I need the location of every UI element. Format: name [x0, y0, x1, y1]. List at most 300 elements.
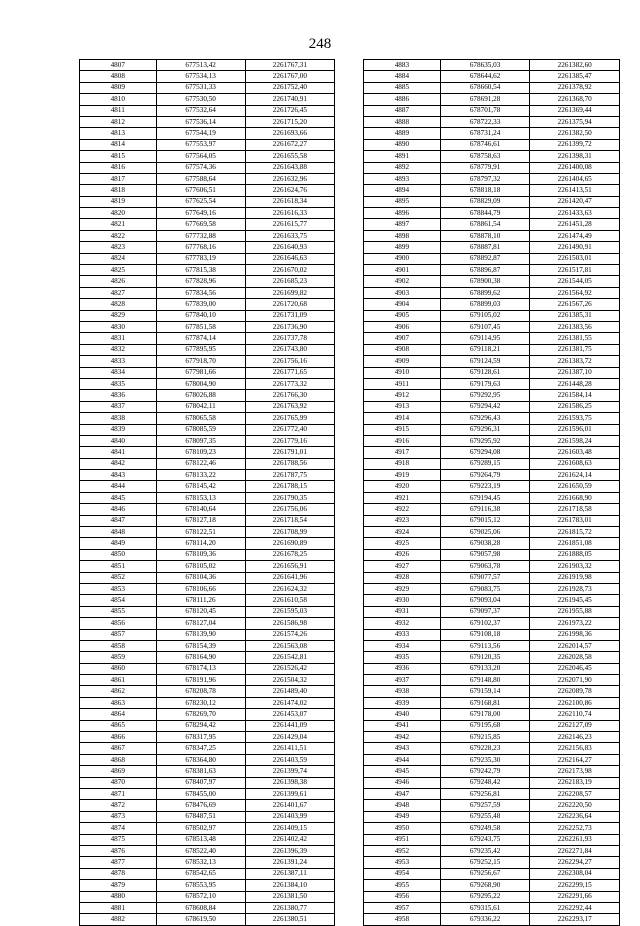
point-number-cell: 4834 — [80, 367, 157, 378]
table-row — [364, 173, 620, 184]
point-number-cell: 4822 — [80, 230, 157, 241]
point-number-cell: 4882 — [80, 914, 157, 925]
x-coordinate-cell: 678829,09 — [440, 196, 530, 207]
x-coordinate-cell: 677574,36 — [156, 162, 245, 173]
y-coordinate-cell: 2261399,61 — [245, 789, 334, 800]
table-row — [364, 356, 620, 367]
table-row — [80, 743, 335, 754]
point-number-cell: 4825 — [80, 265, 157, 276]
point-number-cell: 4833 — [80, 356, 157, 367]
y-coordinate-cell: 2262236,64 — [530, 811, 620, 822]
y-coordinate-cell: 2261736,90 — [245, 321, 334, 332]
y-coordinate-cell: 2261368,70 — [530, 94, 620, 105]
y-coordinate-cell: 2261791,01 — [245, 447, 334, 458]
point-number-cell: 4873 — [80, 811, 157, 822]
table-row — [80, 139, 335, 150]
table-row — [80, 378, 335, 389]
x-coordinate-cell: 679124,59 — [440, 356, 530, 367]
point-number-cell: 4904 — [364, 299, 441, 310]
point-number-cell: 4810 — [80, 94, 157, 105]
table-row — [80, 287, 335, 298]
table-row — [80, 333, 335, 344]
table-row — [364, 424, 620, 435]
page-number: 248 — [308, 36, 332, 52]
x-coordinate-cell: 679295,92 — [440, 435, 530, 446]
x-coordinate-cell: 679097,37 — [440, 606, 530, 617]
x-coordinate-cell: 678899,03 — [440, 299, 530, 310]
table-row — [80, 128, 335, 139]
table-row — [364, 720, 620, 731]
y-coordinate-cell: 2261474,02 — [245, 697, 334, 708]
table-row — [80, 344, 335, 355]
y-coordinate-cell: 2261615,77 — [245, 219, 334, 230]
x-coordinate-cell: 679336,22 — [440, 914, 530, 925]
x-coordinate-cell: 677981,66 — [156, 367, 245, 378]
y-coordinate-cell: 2261451,28 — [530, 219, 620, 230]
x-coordinate-cell: 678127,04 — [156, 618, 245, 629]
x-coordinate-cell: 678513,48 — [156, 834, 245, 845]
point-number-cell: 4830 — [80, 321, 157, 332]
x-coordinate-cell: 679128,61 — [440, 367, 530, 378]
point-number-cell: 4923 — [364, 515, 441, 526]
x-coordinate-cell: 679159,14 — [440, 686, 530, 697]
table-row — [80, 390, 335, 401]
point-number-cell: 4916 — [364, 435, 441, 446]
x-coordinate-cell: 678106,66 — [156, 583, 245, 594]
table-row — [364, 105, 620, 116]
point-number-cell: 4955 — [364, 880, 441, 891]
y-coordinate-cell: 2261381,75 — [530, 344, 620, 355]
point-number-cell: 4846 — [80, 504, 157, 515]
point-number-cell: 4844 — [80, 481, 157, 492]
point-number-cell: 4827 — [80, 287, 157, 298]
x-coordinate-cell: 679120,35 — [440, 652, 530, 663]
point-number-cell: 4875 — [80, 834, 157, 845]
table-row — [80, 413, 335, 424]
x-coordinate-cell: 679168,81 — [440, 697, 530, 708]
y-coordinate-cell: 2261399,74 — [245, 766, 334, 777]
x-coordinate-cell: 677895,95 — [156, 344, 245, 355]
y-coordinate-cell: 2261403,99 — [245, 811, 334, 822]
x-coordinate-cell: 679178,00 — [440, 709, 530, 720]
point-number-cell: 4917 — [364, 447, 441, 458]
point-number-cell: 4911 — [364, 378, 441, 389]
table-row — [364, 94, 620, 105]
y-coordinate-cell: 2262089,78 — [530, 686, 620, 697]
table-row — [364, 60, 620, 71]
x-coordinate-cell: 679248,42 — [440, 777, 530, 788]
table-row — [80, 572, 335, 583]
y-coordinate-cell: 2261928,73 — [530, 583, 620, 594]
x-coordinate-cell: 678522,40 — [156, 845, 245, 856]
table-row — [80, 367, 335, 378]
y-coordinate-cell: 2261945,45 — [530, 595, 620, 606]
point-number-cell: 4837 — [80, 401, 157, 412]
x-coordinate-cell: 679083,75 — [440, 583, 530, 594]
point-number-cell: 4914 — [364, 413, 441, 424]
y-coordinate-cell: 2261489,40 — [245, 686, 334, 697]
point-number-cell: 4859 — [80, 652, 157, 663]
y-coordinate-cell: 2261699,82 — [245, 287, 334, 298]
point-number-cell: 4809 — [80, 82, 157, 93]
x-coordinate-cell: 679242,79 — [440, 766, 530, 777]
table-row — [80, 173, 335, 184]
point-number-cell: 4900 — [364, 253, 441, 264]
x-coordinate-cell: 679215,85 — [440, 732, 530, 743]
x-coordinate-cell: 678122,46 — [156, 458, 245, 469]
point-number-cell: 4854 — [80, 595, 157, 606]
y-coordinate-cell: 2262252,73 — [530, 823, 620, 834]
x-coordinate-cell: 678208,78 — [156, 686, 245, 697]
x-coordinate-cell: 679025,06 — [440, 527, 530, 538]
table-row — [364, 640, 620, 651]
x-coordinate-cell: 679235,42 — [440, 845, 530, 856]
table-row — [80, 857, 335, 868]
y-coordinate-cell: 2261448,28 — [530, 378, 620, 389]
table-row — [364, 868, 620, 879]
table-row — [364, 538, 620, 549]
y-coordinate-cell: 2261385,31 — [530, 310, 620, 321]
point-number-cell: 4952 — [364, 845, 441, 856]
y-coordinate-cell: 2261441,09 — [245, 720, 334, 731]
y-coordinate-cell: 2261743,80 — [245, 344, 334, 355]
x-coordinate-cell: 679133,20 — [440, 663, 530, 674]
y-coordinate-cell: 2261641,96 — [245, 572, 334, 583]
table-row — [80, 561, 335, 572]
y-coordinate-cell: 2262100,86 — [530, 697, 620, 708]
point-number-cell: 4843 — [80, 470, 157, 481]
table-row — [80, 219, 335, 230]
x-coordinate-cell: 679077,57 — [440, 572, 530, 583]
x-coordinate-cell: 679289,15 — [440, 458, 530, 469]
point-number-cell: 4879 — [80, 880, 157, 891]
point-number-cell: 4820 — [80, 208, 157, 219]
table-row — [80, 481, 335, 492]
table-row — [364, 458, 620, 469]
x-coordinate-cell: 679063,78 — [440, 561, 530, 572]
x-coordinate-cell: 679296,31 — [440, 424, 530, 435]
point-number-cell: 4851 — [80, 561, 157, 572]
table-row — [80, 800, 335, 811]
table-row — [80, 401, 335, 412]
table-row — [364, 789, 620, 800]
y-coordinate-cell: 2261752,40 — [245, 82, 334, 93]
x-coordinate-cell: 678691,28 — [440, 94, 530, 105]
table-row — [364, 823, 620, 834]
y-coordinate-cell: 2262291,66 — [530, 891, 620, 902]
y-coordinate-cell: 2261595,03 — [245, 606, 334, 617]
table-row — [364, 857, 620, 868]
y-coordinate-cell: 2261381,55 — [530, 333, 620, 344]
x-coordinate-cell: 679255,48 — [440, 811, 530, 822]
point-number-cell: 4888 — [364, 116, 441, 127]
y-coordinate-cell: 2261790,35 — [245, 492, 334, 503]
x-coordinate-cell: 679093,04 — [440, 595, 530, 606]
point-number-cell: 4818 — [80, 185, 157, 196]
table-row — [80, 276, 335, 287]
table-row — [364, 492, 620, 503]
table-row — [364, 800, 620, 811]
point-number-cell: 4872 — [80, 800, 157, 811]
point-number-cell: 4953 — [364, 857, 441, 868]
table-row — [80, 71, 335, 82]
table-row — [80, 606, 335, 617]
point-number-cell: 4939 — [364, 697, 441, 708]
x-coordinate-cell: 679015,12 — [440, 515, 530, 526]
x-coordinate-cell: 677513,42 — [156, 60, 245, 71]
x-coordinate-cell: 679179,63 — [440, 378, 530, 389]
point-number-cell: 4932 — [364, 618, 441, 629]
x-coordinate-cell: 678572,10 — [156, 891, 245, 902]
point-number-cell: 4920 — [364, 481, 441, 492]
table-row — [80, 265, 335, 276]
x-coordinate-cell: 678381,63 — [156, 766, 245, 777]
y-coordinate-cell: 2261474,49 — [530, 230, 620, 241]
x-coordinate-cell: 679294,42 — [440, 401, 530, 412]
y-coordinate-cell: 2262292,44 — [530, 902, 620, 913]
table-row — [364, 595, 620, 606]
y-coordinate-cell: 2261563,08 — [245, 640, 334, 651]
y-coordinate-cell: 2261693,66 — [245, 128, 334, 139]
x-coordinate-cell: 679264,79 — [440, 470, 530, 481]
table-row — [80, 663, 335, 674]
y-coordinate-cell: 2261955,88 — [530, 606, 620, 617]
table-row — [364, 845, 620, 856]
point-number-cell: 4856 — [80, 618, 157, 629]
y-coordinate-cell: 2261593,75 — [530, 413, 620, 424]
table-row — [80, 299, 335, 310]
y-coordinate-cell: 2261567,26 — [530, 299, 620, 310]
point-number-cell: 4868 — [80, 754, 157, 765]
point-number-cell: 4903 — [364, 287, 441, 298]
table-row — [364, 333, 620, 344]
x-coordinate-cell: 678127,18 — [156, 515, 245, 526]
x-coordinate-cell: 679315,61 — [440, 902, 530, 913]
y-coordinate-cell: 2262156,83 — [530, 743, 620, 754]
y-coordinate-cell: 2261380,51 — [245, 914, 334, 925]
x-coordinate-cell: 678133,22 — [156, 470, 245, 481]
table-row — [80, 652, 335, 663]
point-number-cell: 4885 — [364, 82, 441, 93]
point-number-cell: 4826 — [80, 276, 157, 287]
point-number-cell: 4892 — [364, 162, 441, 173]
table-row — [80, 230, 335, 241]
x-coordinate-cell: 678004,90 — [156, 378, 245, 389]
y-coordinate-cell: 2261399,72 — [530, 139, 620, 150]
y-coordinate-cell: 2261382,60 — [530, 60, 620, 71]
point-number-cell: 4951 — [364, 834, 441, 845]
table-row — [364, 162, 620, 173]
table-row — [364, 709, 620, 720]
x-coordinate-cell: 678722,33 — [440, 116, 530, 127]
table-row — [364, 401, 620, 412]
y-coordinate-cell: 2261772,40 — [245, 424, 334, 435]
point-number-cell: 4857 — [80, 629, 157, 640]
table-row — [364, 82, 620, 93]
y-coordinate-cell: 2261670,02 — [245, 265, 334, 276]
y-coordinate-cell: 2261616,33 — [245, 208, 334, 219]
x-coordinate-cell: 678542,65 — [156, 868, 245, 879]
point-number-cell: 4865 — [80, 720, 157, 731]
x-coordinate-cell: 677732,88 — [156, 230, 245, 241]
point-number-cell: 4936 — [364, 663, 441, 674]
x-coordinate-cell: 677536,14 — [156, 116, 245, 127]
point-number-cell: 4895 — [364, 196, 441, 207]
point-number-cell: 4861 — [80, 675, 157, 686]
x-coordinate-cell: 679113,56 — [440, 640, 530, 651]
y-coordinate-cell: 2261773,32 — [245, 378, 334, 389]
y-coordinate-cell: 2262183,19 — [530, 777, 620, 788]
y-coordinate-cell: 2261650,59 — [530, 481, 620, 492]
table-row — [364, 128, 620, 139]
table-row — [364, 447, 620, 458]
point-number-cell: 4847 — [80, 515, 157, 526]
table-row — [364, 321, 620, 332]
table-row — [80, 447, 335, 458]
x-coordinate-cell: 678608,84 — [156, 902, 245, 913]
x-coordinate-cell: 679107,45 — [440, 321, 530, 332]
table-row — [364, 549, 620, 560]
table-row — [364, 686, 620, 697]
x-coordinate-cell: 678660,54 — [440, 82, 530, 93]
x-coordinate-cell: 679057,98 — [440, 549, 530, 560]
x-coordinate-cell: 679195,68 — [440, 720, 530, 731]
table-row — [364, 652, 620, 663]
x-coordinate-cell: 677606,51 — [156, 185, 245, 196]
point-number-cell: 4902 — [364, 276, 441, 287]
point-number-cell: 4894 — [364, 185, 441, 196]
y-coordinate-cell: 2261643,88 — [245, 162, 334, 173]
table-row — [80, 458, 335, 469]
x-coordinate-cell: 678758,63 — [440, 151, 530, 162]
point-number-cell: 4906 — [364, 321, 441, 332]
point-number-cell: 4831 — [80, 333, 157, 344]
table-row — [364, 663, 620, 674]
point-number-cell: 4840 — [80, 435, 157, 446]
table-row — [80, 618, 335, 629]
table-row — [80, 515, 335, 526]
y-coordinate-cell: 2261396,39 — [245, 845, 334, 856]
table-row — [364, 515, 620, 526]
x-coordinate-cell: 678364,80 — [156, 754, 245, 765]
y-coordinate-cell: 2261378,92 — [530, 82, 620, 93]
table-row — [80, 321, 335, 332]
table-row — [80, 424, 335, 435]
point-number-cell: 4842 — [80, 458, 157, 469]
y-coordinate-cell: 2262308,04 — [530, 868, 620, 879]
y-coordinate-cell: 2262164,27 — [530, 754, 620, 765]
y-coordinate-cell: 2261398,31 — [530, 151, 620, 162]
y-coordinate-cell: 2261767,31 — [245, 60, 334, 71]
point-number-cell: 4922 — [364, 504, 441, 515]
x-coordinate-cell: 678120,45 — [156, 606, 245, 617]
table-row — [80, 686, 335, 697]
x-coordinate-cell: 677669,58 — [156, 219, 245, 230]
x-coordinate-cell: 677588,64 — [156, 173, 245, 184]
x-coordinate-cell: 678532,13 — [156, 857, 245, 868]
x-coordinate-cell: 678644,62 — [440, 71, 530, 82]
y-coordinate-cell: 2261624,14 — [530, 470, 620, 481]
x-coordinate-cell: 678797,32 — [440, 173, 530, 184]
table-row — [80, 242, 335, 253]
table-row — [364, 116, 620, 127]
y-coordinate-cell: 2261402,42 — [245, 834, 334, 845]
point-number-cell: 4878 — [80, 868, 157, 879]
y-coordinate-cell: 2261624,32 — [245, 583, 334, 594]
table-row — [364, 891, 620, 902]
x-coordinate-cell: 679243,75 — [440, 834, 530, 845]
y-coordinate-cell: 2261767,00 — [245, 71, 334, 82]
y-coordinate-cell: 2261384,10 — [245, 880, 334, 891]
x-coordinate-cell: 679118,21 — [440, 344, 530, 355]
point-number-cell: 4863 — [80, 697, 157, 708]
point-number-cell: 4815 — [80, 151, 157, 162]
y-coordinate-cell: 2261433,63 — [530, 208, 620, 219]
point-number-cell: 4897 — [364, 219, 441, 230]
x-coordinate-cell: 678109,36 — [156, 549, 245, 560]
y-coordinate-cell: 2262271,84 — [530, 845, 620, 856]
point-number-cell: 4886 — [364, 94, 441, 105]
point-number-cell: 4884 — [364, 71, 441, 82]
table-row — [364, 561, 620, 572]
table-row — [80, 880, 335, 891]
table-row — [364, 242, 620, 253]
point-number-cell: 4893 — [364, 173, 441, 184]
table-row — [364, 732, 620, 743]
x-coordinate-cell: 679296,43 — [440, 413, 530, 424]
y-coordinate-cell: 2261763,92 — [245, 401, 334, 412]
y-coordinate-cell: 2261383,72 — [530, 356, 620, 367]
table-row — [80, 902, 335, 913]
x-coordinate-cell: 677851,58 — [156, 321, 245, 332]
table-row — [364, 287, 620, 298]
x-coordinate-cell: 677839,00 — [156, 299, 245, 310]
table-row — [364, 435, 620, 446]
table-row — [80, 549, 335, 560]
table-row — [80, 891, 335, 902]
table-row — [80, 538, 335, 549]
y-coordinate-cell: 2261726,45 — [245, 105, 334, 116]
table-row — [364, 572, 620, 583]
x-coordinate-cell: 678317,95 — [156, 732, 245, 743]
table-row — [80, 583, 335, 594]
point-number-cell: 4949 — [364, 811, 441, 822]
table-row — [80, 675, 335, 686]
point-number-cell: 4901 — [364, 265, 441, 276]
table-row — [80, 492, 335, 503]
y-coordinate-cell: 2262261,93 — [530, 834, 620, 845]
x-coordinate-cell: 678899,62 — [440, 287, 530, 298]
x-coordinate-cell: 677530,50 — [156, 94, 245, 105]
x-coordinate-cell: 679252,15 — [440, 857, 530, 868]
y-coordinate-cell: 2262110,74 — [530, 709, 620, 720]
table-row — [80, 310, 335, 321]
x-coordinate-cell: 679256,81 — [440, 789, 530, 800]
point-number-cell: 4943 — [364, 743, 441, 754]
y-coordinate-cell: 2262028,58 — [530, 652, 620, 663]
point-number-cell: 4867 — [80, 743, 157, 754]
table-row — [364, 310, 620, 321]
table-row — [364, 527, 620, 538]
table-row — [80, 823, 335, 834]
y-coordinate-cell: 2261766,30 — [245, 390, 334, 401]
x-coordinate-cell: 678154,39 — [156, 640, 245, 651]
x-coordinate-cell: 678145,42 — [156, 481, 245, 492]
point-number-cell: 4934 — [364, 640, 441, 651]
x-coordinate-cell: 678191,96 — [156, 675, 245, 686]
point-number-cell: 4954 — [364, 868, 441, 879]
point-number-cell: 4880 — [80, 891, 157, 902]
